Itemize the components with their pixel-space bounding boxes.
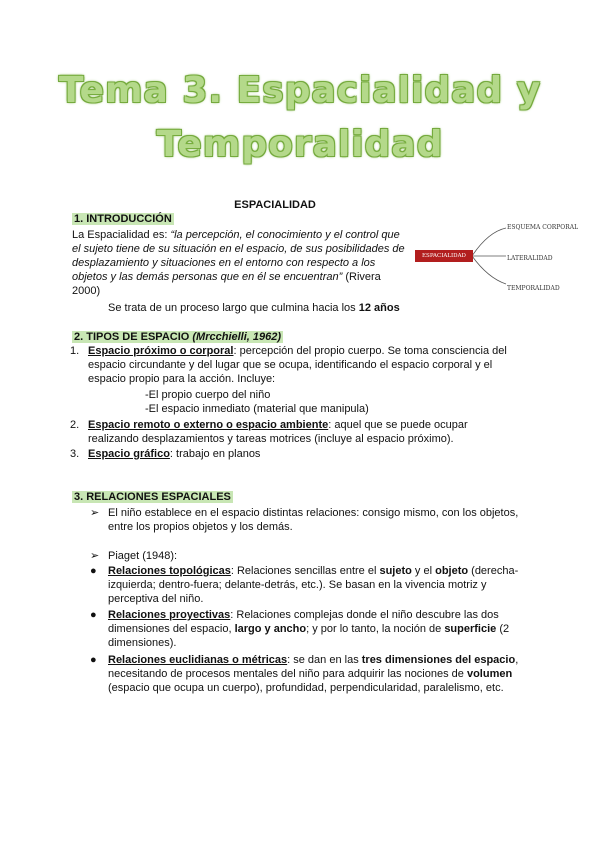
space-type-2: 2. Espacio remoto o externo o espacio ambiente: aquel que se puede ocupar realizando desplazamientos y tareas motrices (incluye al espacio próximo). [70,419,468,445]
relation-euclidean: ● Relaciones euclidianas o métricas: se dan en las tres dimensiones del espacio, necesitando de procesos mentales del niño para adquirir las nociones de volumen (espacio que ocupa un cuerpo), profundidad, perpendicularidad, paralelismo, etc. [90,654,519,694]
section-label: ESPACIALIDAD [234,199,316,211]
space-type-1-sub-1: -El propio cuerpo del niño [145,389,271,401]
arrow-bullet-icon: ➢ [90,550,100,562]
title-line-2: Temporalidad [156,124,444,165]
section-1-heading: 1. INTRODUCCIÓN [74,213,172,225]
diagram-center-node: ESPACIALIDAD [415,250,473,262]
space-type-1-sub-2: -El espacio inmediato (material que manipula) [145,403,369,415]
relation-projective: ● Relaciones proyectivas: Relaciones complejas donde el niño descubre las dos dimensiones del espacio, largo y ancho; y por lo tanto, la noción de superficie (2 dimensiones). [90,609,510,649]
diagram-branch-2: LATERALIDAD [507,255,553,262]
bullet-dot-icon: ● [90,609,97,621]
section-2-heading: 2. TIPOS DE ESPACIO (Mrcchielli, 1962) [74,331,282,343]
intro-quote: La Espacialidad es: “la percepción, el conocimiento y el control que el sujeto tiene de su situación en el espacio, de sus posibilidades de desplazamiento y situaciones en el entorno con respecto a los objetos y las demás personas que en él se encuentran” (Rivera 2000) [72,229,405,297]
piaget-reference: ➢ Piaget (1948): [90,550,178,562]
space-type-1: 1. Espacio próximo o corporal: percepción del propio cuerpo. Se toma consciencia del espacio circundante y del lugar que se ocupa, identificando el espacio corporal y el espacio propio para la acción. Incluye: [70,345,507,385]
diagram-branch-3: TEMPORALIDAD [507,285,560,292]
bullet-dot-icon: ● [90,565,97,577]
arrow-bullet-icon: ➢ [90,507,100,519]
intro-note: Se trata de un proceso largo que culmina hacia los 12 años [108,302,400,314]
section-3-heading: 3. RELACIONES ESPACIALES [74,491,231,503]
relation-topological: ● Relaciones topológicas: Relaciones sencillas entre el sujeto y el objeto (derecha-izquierda; dentro-fuera; delante-detrás, etc.). Se basan en la vivencia motriz y perceptiva del niño. [90,565,519,605]
relations-intro: ➢ El niño establece en el espacio distintas relaciones: consigo mismo, con los objetos, entre los propios objetos y los demás. [90,507,519,533]
diagram-branch-1: ESQUEMA CORPORAL [507,224,579,231]
space-type-3: 3. Espacio gráfico: trabajo en planos [70,448,261,460]
bullet-dot-icon: ● [90,654,97,666]
title-line-1: Tema 3. Espacialidad y [58,70,542,111]
